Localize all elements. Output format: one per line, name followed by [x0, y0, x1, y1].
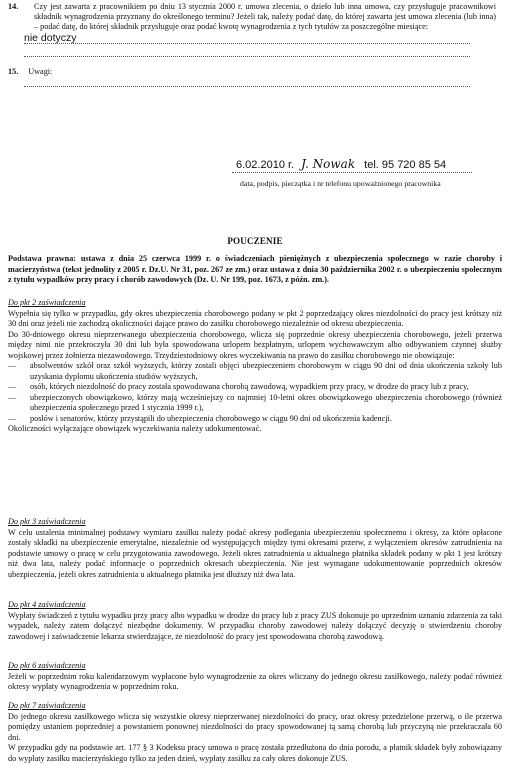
section-heading: Do pkt 3 zaświadczenia: [8, 517, 86, 526]
question-14-answer: nie dotyczy: [24, 32, 77, 44]
question-15: [8, 67, 52, 76]
section-pkt4: [8, 600, 502, 642]
section-paragraph: W przypadku gdy na podstawie art. 177 § 3 Kodeksu pracy umowa o pracę została przedłużona do dnia porodu, a płatnik składek były zobowiązany do wypłaty zasiłku macierzyńskiego tylko za jeden dzień, wypłaty zasiłku za cały okres dokonuje ZUS.: [8, 743, 502, 763]
section-pkt7: [8, 701, 502, 764]
signature-date: 6.02.2010 r.: [236, 159, 295, 171]
question-15-label: Uwagi:: [28, 67, 53, 76]
instructions-title: POUCZENIE: [227, 236, 283, 246]
exemption-list: [8, 361, 502, 424]
section-heading: Do pkt 7 zaświadczenia: [8, 701, 86, 710]
question-14-text: Czy jest zawarta z pracownikiem po dniu 13 stycznia 2000 r. umowa zlecenia, o dzieło lub inna umowa, czy przysługuje pracownikowi składnik wynagrodzenia przyznany do określonego terminu? Jeżeli tak, należy podać datę, do której zawarta jest umowa zlecenia (lub inna) – podać datę, do której składnik przysługuje oraz podać kwotę wynagrodzenia z tych tytułów za poszczególne miesiące:: [34, 2, 496, 31]
answer-dotted-line: [24, 43, 470, 44]
section-paragraph: Okoliczności wyłączające obowiązek wyczekiwania należy udokumentować.: [8, 424, 262, 433]
section-heading: Do pkt 6 zaświadczenia: [8, 661, 86, 670]
remarks-dotted-line: [24, 86, 470, 87]
question-14-number: 14.: [8, 2, 19, 11]
section-paragraph: Do jednego okresu zasiłkowego wlicza się wszystkie okresy nieprzerwanej niezdolności do pracy, oraz okresy przedzielone przerwą, o ile przerwa pomiędzy ustaniem poprzedniej a powstaniem ponownej niezdolności do pracy spowodowanej tą samą chorobą lub przyczyną nie przekraczała 60 dni.: [8, 711, 502, 742]
list-item: — ubezpieczonych obowiązkowo, którzy mają wcześniejszy co najmniej 10-letni okres obowiązkowego ubezpieczenia chorobowego (również ubezpieczenia społecznego przed 1 stycznia 1999 r.),: [8, 393, 502, 414]
section-paragraph: Wypełnia się tylko w przypadku, gdy okres ubezpieczenia chorobowego podany w pkt 2 poprzedzający okres niezdolności do pracy jest krótszy niż 30 dni oraz jeżeli nie zachodzą okoliczności dające prawo do zasiłku chorobowego niezależnie od okresu ubezpieczenia.: [8, 308, 502, 328]
section-pkt6: [8, 661, 502, 693]
section-heading: Do pkt 2 zaświadczenia: [8, 298, 86, 307]
signature-line: [236, 157, 446, 171]
handwritten-signature: J. Nowak: [301, 157, 356, 171]
section-pkt3: [8, 517, 502, 580]
section-paragraph: Do 30-dniowego okresu nieprzerwanego ubezpieczenia chorobowego, wlicza się poprzednie okresy ubezpieczenia chorobowego, jeżeli przerwa między nimi nie przekroczyła 30 dni lub była spowodowana urlopem bezpłatnym, urlopem wychowawczym albo odbywaniem czynnej służby wojskowej przez żołnierza niezawodowego. Trzydziestodniowy okres wyczekiwania na prawo do zasiłku chorobowego nie obowiązuje:: [8, 329, 502, 360]
section-paragraph: Jeżeli w poprzednim roku kalendarzowym wypłacone było wynagrodzenie za okres wliczany do jednego okresu zasiłkowego, należy podać również okresy wypłaty wynagrodzenia w poprzednim roku.: [8, 671, 502, 691]
legal-basis: Podstawa prawna: ustawa z dnia 25 czerwca 1999 r. o świadczeniach pieniężnych z ubezpieczenia społecznego w razie choroby i macierzyństwa (tekst jednolity z 2005 r. Dz.U. Nr 31, poz. 267 ze zm.) oraz ustawa z dnia 30 października 2002 r. o ubezpieczeniu społecznym z tytułu wypadków przy pracy i chorób zawodowych (Dz. U. Nr 199, poz. 1673, z późn. zm.).: [8, 254, 502, 284]
question-15-number: 15.: [8, 67, 19, 76]
signature-caption: data, podpis, pieczątka i nr telefonu upoważnionego pracownika: [240, 179, 441, 188]
signature-phone: tel. 95 720 85 54: [364, 159, 447, 171]
section-heading: Do pkt 4 zaświadczenia: [8, 600, 86, 609]
list-item: — absolwentów szkół oraz szkół wyższych, którzy zostali objęci ubezpieczeniem chorobowym w ciągu 90 dni od dnia ukończenia szkoły lub uzyskania dyplomu ukończenia studiów wyższych,: [8, 361, 502, 382]
answer-dotted-line: [24, 56, 470, 57]
section-paragraph: Wypłaty świadczeń z tytułu wypadku przy pracy albo wypadku w drodze do pracy lub z pracy ZUS dokonuje po uprzednim uznaniu zdarzenia za taki wypadek, należy zatem dołączyć niezbędne dokumenty. W przypadku choroby zawodowej należy dołączyć decyzję o stwierdzeniu choroby zawodowej i zaświadczenie lekarza stwierdzające, że niezdolność do pracy jest spowodowana chorobą zawodową.: [8, 610, 502, 641]
section-pkt2: [8, 298, 502, 435]
list-item: — posłów i senatorów, którzy przystąpili do ubezpieczenia chorobowego w ciągu 90 dni od ukończenia kadencji.: [8, 414, 502, 425]
list-item: — osób, których niezdolność do pracy została spowodowana chorobą zawodową, wypadkiem przy pracy, w drodze do pracy lub z pracy,: [8, 382, 502, 393]
section-paragraph: W celu ustalenia minimalnej podstawy wymiaru zasiłku należy podać okresy podlegania ubezpieczeniu społecznemu i okresy, za które opłacone zostały składki na ubezpieczenie emerytalne, niezależnie od występujących między tymi okresami przerw, z wyłączeniem okresów zatrudnienia na podstawie umowy o pracę w celu przygotowania zawodowego. Jeżeli okres zatrudnienia u aktualnego płatnika składek podany w pkt 1 jest krótszy niż dwa lata, należy podać informacje o poprzednich okresach ubezpieczenia. Nie jest wymagane udokumentowanie poprzednich okresów ubezpieczenia, jeżeli okres zatrudnienia u aktualnego płatnika jest dłuższy niż dwa lata.: [8, 527, 502, 579]
signature-dotted-line: [232, 172, 472, 173]
